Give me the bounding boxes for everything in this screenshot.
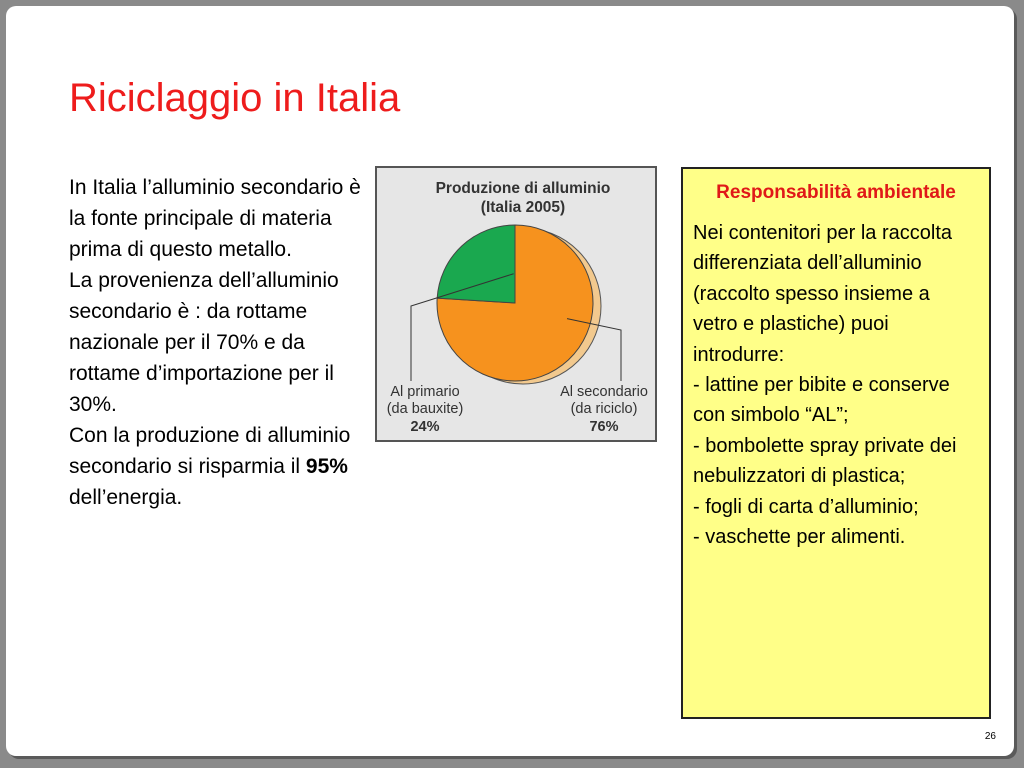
slice-label-secondary-line-2: (da riciclo) [570, 401, 638, 417]
body-paragraph-3-text: Con la produzione di alluminio secondario si risparmia il [69, 424, 351, 478]
info-box-item: - lattine per bibite e conserve con simbolo “AL”; [693, 374, 950, 427]
slice-label-secondary-line-1: Al secondario [560, 384, 648, 400]
slice-label-primary-line-2: (da bauxite) [386, 401, 464, 417]
pie-chart-svg [377, 168, 655, 440]
energy-saving-value: 95% [305, 455, 348, 478]
body-paragraph-1: In Italia l’alluminio secondario è la fonte principale di materia prima di questo metallo. [69, 176, 361, 261]
pie-chart [375, 166, 657, 442]
body-paragraph-3 [69, 420, 369, 513]
pie-slices [437, 225, 601, 384]
slide [6, 6, 1014, 756]
chart-title-line-1: Produzione di alluminio [435, 180, 611, 197]
info-box-title: Responsabilità ambientale [716, 182, 956, 203]
slide-title: Riciclaggio in Italia [69, 76, 401, 120]
info-box-intro: Nei contenitori per la raccolta differenziata dell’alluminio (raccolto spesso insieme a vetro e plastiche) puoi introdurre: [693, 222, 953, 366]
info-box-item: - fogli di carta d’alluminio; [693, 495, 919, 518]
pie-slice-primary [437, 225, 515, 303]
page-number: 26 [984, 731, 996, 742]
chart-title-line-2: (Italia 2005) [480, 199, 566, 216]
info-box-item: - bombolette spray private dei nebulizzatori di plastica; [693, 434, 957, 488]
body-paragraph-3-end: dell’energia. [69, 486, 183, 509]
body-text [69, 172, 369, 513]
slice-value-secondary: 76% [589, 419, 619, 435]
info-box [681, 167, 991, 719]
body-paragraph-2: La provenienza dell’alluminio secondario è : da rottame nazionale per il 70% e da rottame d’importazione per il 30%. [69, 269, 339, 416]
info-box-item: - vaschette per alimenti. [693, 526, 906, 549]
slice-value-primary: 24% [410, 419, 440, 435]
slice-label-primary-line-1: Al primario [390, 384, 460, 400]
